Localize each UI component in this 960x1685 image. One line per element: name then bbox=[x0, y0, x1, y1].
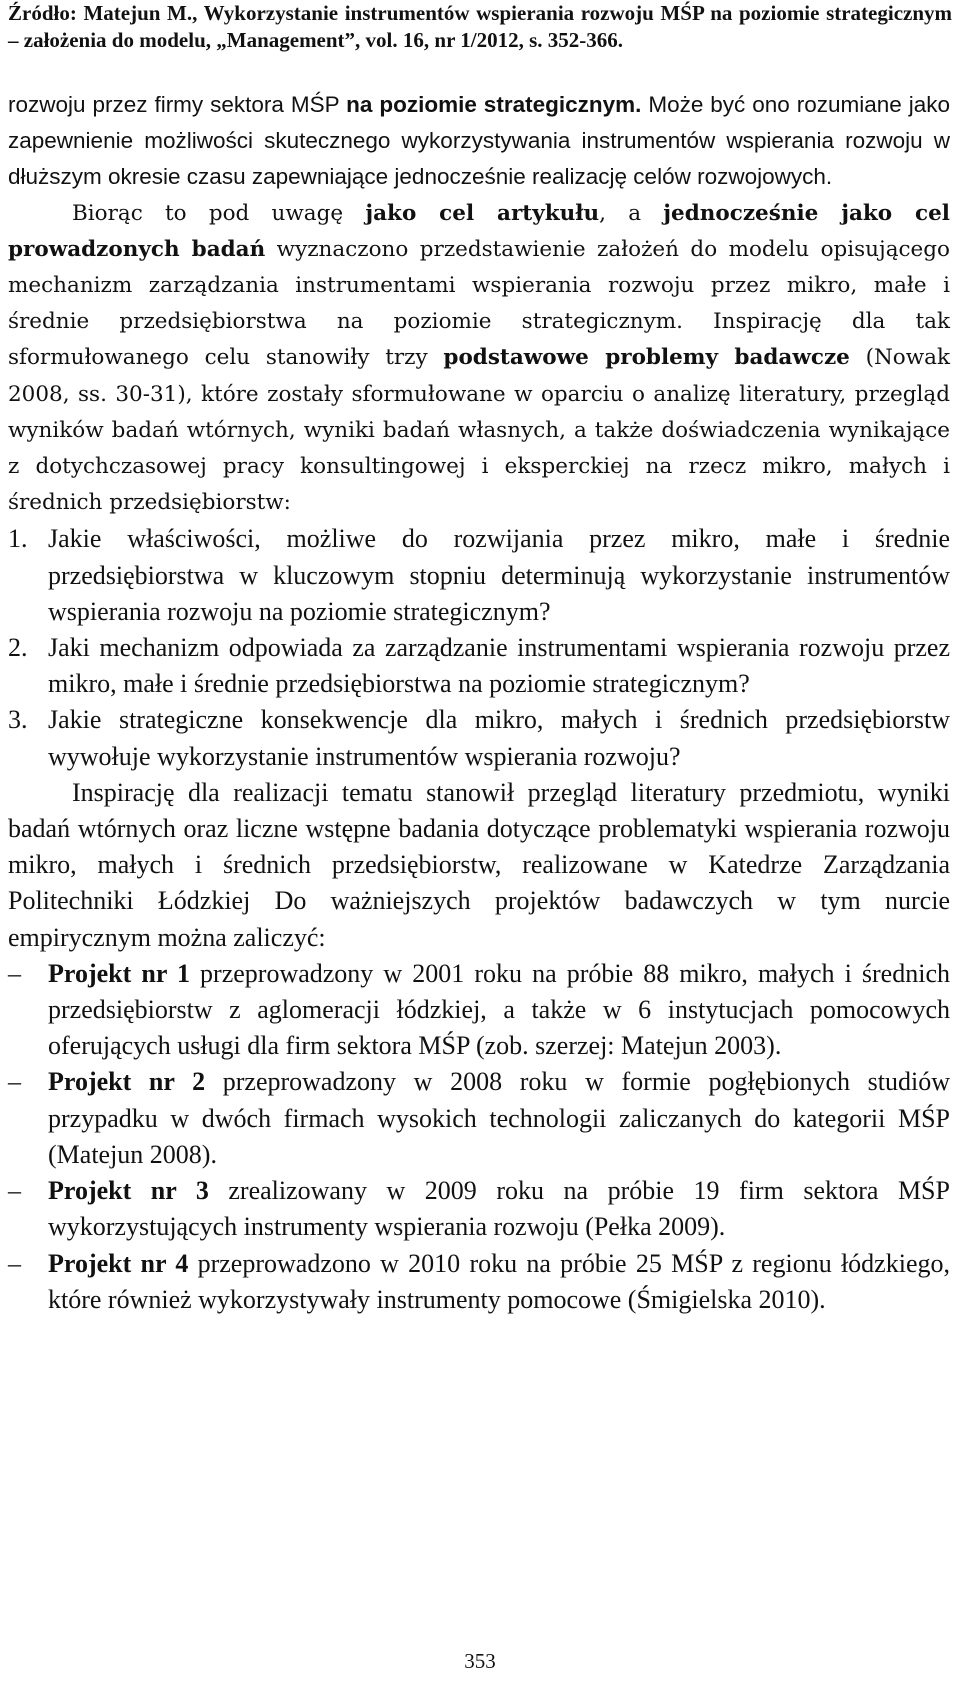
para2-t1: Biorąc to pod uwagę bbox=[72, 200, 366, 226]
para1-rest: Może być ono rozumiane jako zapewnienie możliwości skutecznego wykorzystywania instrumentów wspierania rozwoju w dłuższym okresie czasu zapewniające jednocześnie realizację celów rozwojowych. bbox=[8, 92, 951, 190]
para2-t2: , a bbox=[599, 200, 664, 226]
dash-bullet: – bbox=[8, 958, 21, 988]
para2-b1: jako cel artykułu bbox=[365, 200, 600, 226]
page-number: 353 bbox=[464, 1649, 496, 1673]
body-text bbox=[8, 87, 950, 1318]
project-item bbox=[8, 1246, 950, 1318]
project-text: przeprowadzono w 2010 roku na próbie 25 MŚP z regionu łódzkiego, które również wykorzystywały instrumenty pomocowe (Śmigielska 2010). bbox=[48, 1248, 950, 1314]
question-number: 1. bbox=[8, 524, 28, 554]
projects-list bbox=[8, 956, 950, 1318]
paragraph-1 bbox=[8, 87, 950, 196]
paragraph-2 bbox=[8, 196, 950, 522]
project-item bbox=[8, 956, 950, 1065]
project-name: Projekt nr 4 bbox=[48, 1248, 189, 1278]
project-text: przeprowadzony w 2008 roku w formie pogłębionych studiów przypadku w dwóch firmach wysokich technologii zaliczanych do kategorii MŚP (Matejun 2008). bbox=[48, 1067, 950, 1169]
research-question bbox=[8, 521, 950, 630]
dash-bullet: – bbox=[8, 1176, 21, 1206]
project-item bbox=[8, 1173, 950, 1245]
question-text: Jakie właściwości, możliwe do rozwijania przez mikro, małe i średnie przedsiębiorstwa w kluczowym stopniu determinują wykorzystanie instrumentów wspierania rozwoju na poziomie strategicznym? bbox=[48, 524, 950, 626]
para2-t3: wyznaczono przedstawienie założeń do modelu opisującego mechanizm zarządzania instrumentami wspierania rozwoju przez mikro, małe i średnie przedsiębiorstwa na poziomie strategicznym. Inspirację dla tak sformułowanego celu stanowiły trzy bbox=[8, 236, 950, 371]
source-text: Matejun M., Wykorzystanie instrumentów wspierania rozwoju MŚP na poziomie strategicznym – założenia do modelu, „Management”, vol. 16, nr 1/2012, s. 352-366. bbox=[8, 1, 953, 52]
para2-b2: jednocześnie jako cel prowadzonych badań bbox=[8, 200, 950, 262]
project-text: zrealizowany w 2009 roku na próbie 19 firm sektora MŚP wykorzystujących instrumenty wspierania rozwoju (Pełka 2009). bbox=[48, 1176, 950, 1242]
research-question bbox=[8, 630, 950, 702]
research-question bbox=[8, 702, 950, 774]
question-number: 3. bbox=[8, 705, 28, 735]
research-questions-list bbox=[8, 521, 950, 774]
project-name: Projekt nr 1 bbox=[48, 958, 190, 988]
question-text: Jakie strategiczne konsekwencje dla mikro, małych i średnich przedsiębiorstw wywołuje wykorzystanie instrumentów wspierania rozwoju? bbox=[48, 705, 950, 771]
dash-bullet: – bbox=[8, 1248, 21, 1278]
para2-b3: podstawowe problemy badawcze bbox=[443, 345, 850, 371]
para1-plain: rozwoju przez firmy sektora MŚP bbox=[8, 92, 347, 117]
project-name: Projekt nr 2 bbox=[48, 1067, 206, 1097]
source-label: Źródło: bbox=[8, 1, 77, 25]
project-text: przeprowadzony w 2001 roku na próbie 88 mikro, małych i średnich przedsiębiorstw z aglomeracji łódzkiej, a także w 6 instytucjach pomocowych oferujących usługi dla firm sektora MŚP (zob. szerzej: Matejun 2003). bbox=[48, 958, 950, 1061]
question-text: Jaki mechanizm odpowiada za zarządzanie instrumentami wspierania rozwoju przez mikro, małe i średnie przedsiębiorstwa na poziomie strategicznym? bbox=[48, 633, 950, 699]
paragraph-3: Inspirację dla realizacji tematu stanowił przegląd literatury przedmiotu, wyniki badań wtórnych oraz liczne wstępne badania dotyczące problematyki wspierania rozwoju mikro, małych i średnich przedsiębiorstw, realizowane w Katedrze Zarządzania Politechniki Łódzkiej Do ważniejszych projektów badawczych w tym nurcie empirycznym można zaliczyć: bbox=[8, 777, 950, 952]
dash-bullet: – bbox=[8, 1067, 21, 1097]
para2-t4: (Nowak 2008, ss. 30-31), które zostały sformułowane w oparciu o analizę literatury, przegląd wyników badań wtórnych, wyniki badań własnych, a także doświadczenia wynikające z dotychczasowej pracy konsultingowej i eksperckiej na rzecz mikro, małych i średnich przedsiębiorstw: bbox=[8, 345, 950, 516]
project-name: Projekt nr 3 bbox=[48, 1176, 209, 1206]
question-number: 2. bbox=[8, 633, 28, 663]
para1-bold: na poziomie strategicznym. bbox=[346, 92, 642, 117]
project-item bbox=[8, 1064, 950, 1173]
source-citation bbox=[8, 0, 952, 54]
